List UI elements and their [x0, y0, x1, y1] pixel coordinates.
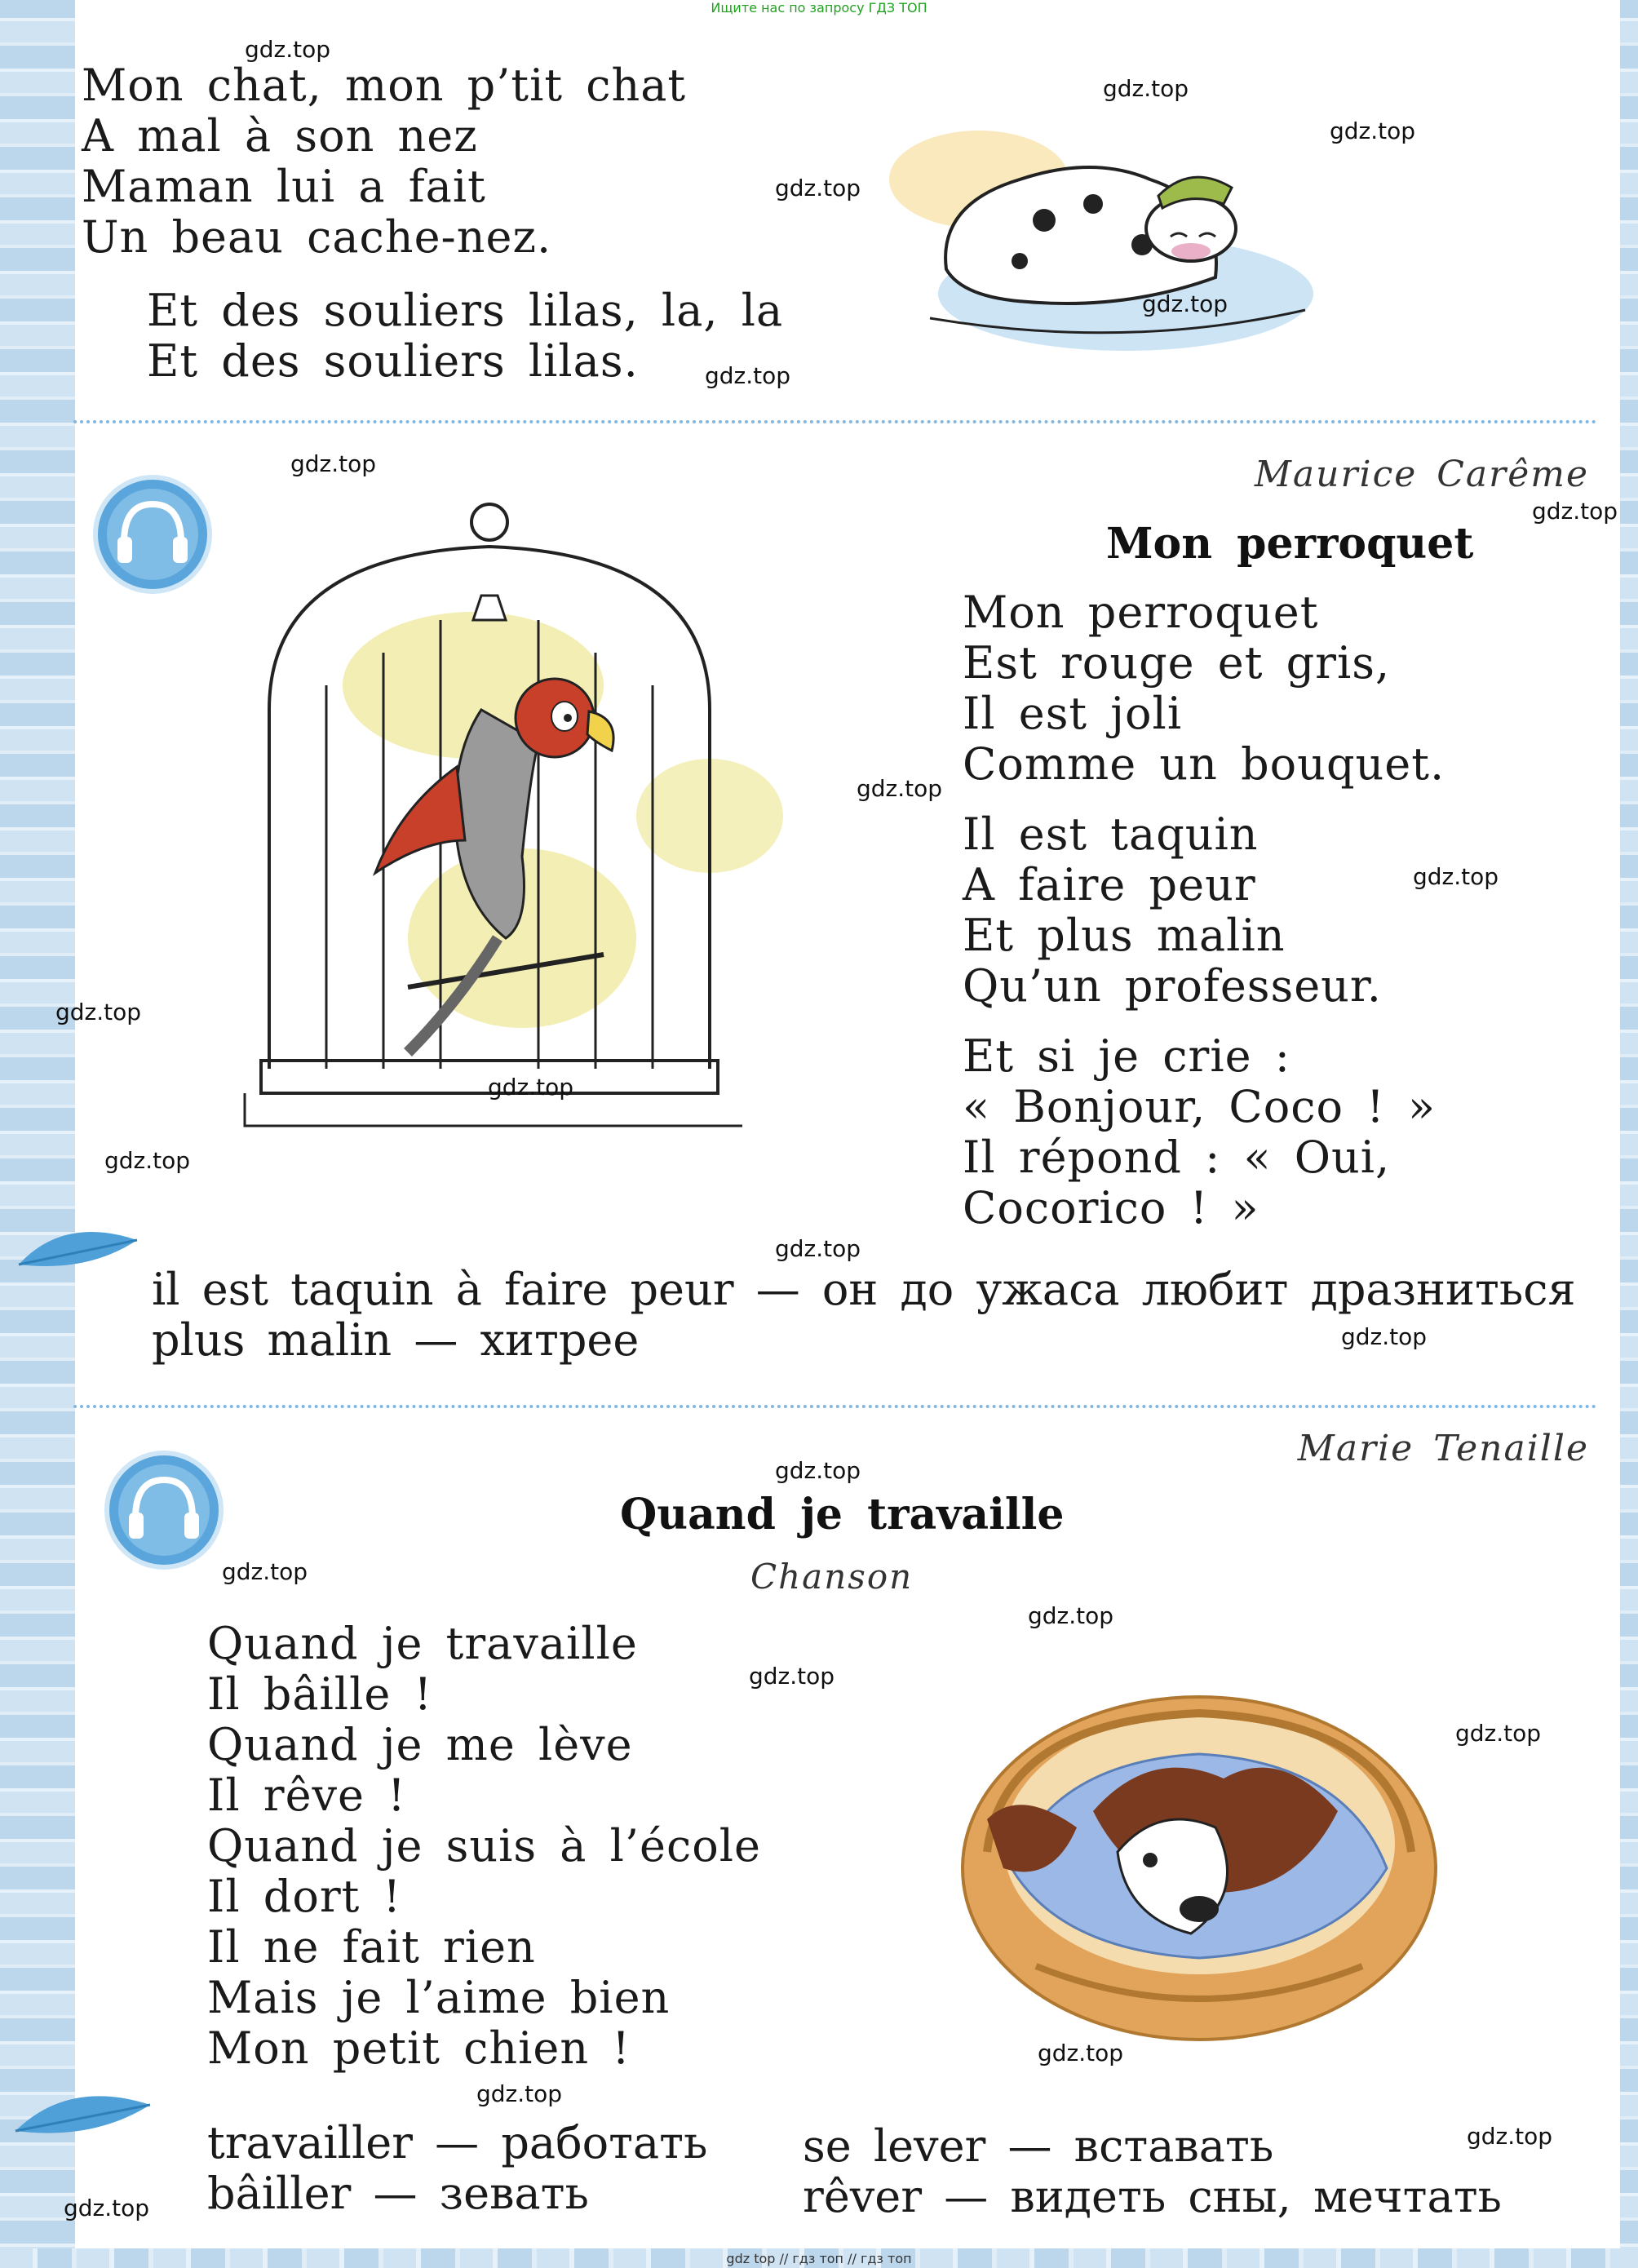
poem-line: Mais je l’aime bien: [207, 1972, 671, 2023]
poem-line: Est rouge et gris,: [963, 637, 1391, 689]
poem-line: « Bonjour, Coco ! »: [963, 1081, 1437, 1132]
watermark: gdz.top: [104, 1147, 191, 1174]
poem-line: Maman lui a fait: [82, 161, 486, 212]
poem-line: Il dort !: [207, 1871, 402, 1922]
poem-line: Il répond : « Oui,: [963, 1132, 1391, 1183]
poem-line: Il est taquin: [963, 808, 1259, 860]
poem-line: Quand je travaille: [207, 1618, 638, 1669]
watermark: gdz.top: [1142, 290, 1228, 317]
poem-line: Il bâille !: [207, 1668, 433, 1720]
vocab-line: bâiller — зевать: [207, 2168, 589, 2219]
watermark: gdz.top: [1028, 1602, 1114, 1629]
watermark: gdz.top: [64, 2195, 150, 2221]
watermark: gdz.top: [55, 999, 142, 1025]
watermark: gdz.top: [705, 362, 791, 389]
watermark: gdz.top: [245, 36, 331, 63]
poem-line: Et si je crie :: [963, 1030, 1290, 1082]
poem-line: Il est joli: [963, 688, 1183, 739]
poem-line: Il ne fait rien: [207, 1921, 536, 1973]
poem2-text: [963, 587, 1445, 1234]
headphones-icon: [91, 473, 214, 596]
poem3-text: [207, 1619, 761, 2074]
headphones-icon: [103, 1449, 225, 1571]
poem-line: Quand je suis à l’école: [207, 1820, 761, 1872]
dog-basket-illustration: [954, 1623, 1444, 2048]
watermark: gdz.top: [1038, 2040, 1124, 2066]
poem3-author: Marie Tenaille: [1297, 1428, 1589, 1469]
watermark: gdz.top: [476, 2080, 563, 2107]
vocab-line: plus malin — хитрее: [152, 1314, 640, 1366]
watermark: gdz.top: [1532, 498, 1618, 525]
poem-line: Comme un bouquet.: [963, 738, 1445, 790]
poem2-author: Maurice Carême: [1254, 454, 1589, 495]
poem-line: A faire peur: [963, 859, 1256, 910]
header-note: Ищите нас по запросу ГДЗ ТОП: [711, 0, 927, 16]
watermark: gdz.top: [1467, 2123, 1553, 2150]
sleeping-cat-illustration: [881, 106, 1338, 367]
watermark: gdz.top: [1413, 863, 1499, 890]
watermark: gdz.top: [749, 1663, 835, 1690]
poem-line: Qu’un professeur.: [963, 960, 1382, 1012]
watermark: gdz.top: [775, 1235, 861, 1262]
watermark: gdz.top: [290, 450, 377, 477]
poem-line: Et des souliers lilas, la, la: [147, 285, 784, 336]
section-divider: [73, 420, 1597, 423]
watermark: gdz.top: [1330, 117, 1416, 144]
watermark: gdz.top: [488, 1074, 574, 1101]
feather-icon: [11, 2079, 158, 2149]
poem-line: Mon petit chien !: [207, 2022, 631, 2074]
page-border-left: [0, 0, 75, 2268]
poem-line: Il rêve !: [207, 1770, 406, 1821]
poem-line: Un beau cache-nez.: [82, 211, 552, 263]
poem3-title: Quand je travaille: [620, 1490, 1065, 1539]
poem-line: Et plus malin: [963, 910, 1286, 961]
poem-line: Quand je me lève: [207, 1719, 633, 1770]
poem-line: Cocorico ! »: [963, 1182, 1259, 1234]
page-border-right: [1620, 0, 1638, 2268]
poem1-refrain: [147, 286, 783, 387]
watermark: gdz.top: [775, 1457, 861, 1484]
poem2-title: Mon perroquet: [1106, 519, 1474, 569]
poem-line: Et des souliers lilas.: [147, 335, 639, 387]
poem1-stanza: [82, 60, 686, 263]
vocab-line: rêver — видеть сны, мечтать: [803, 2171, 1502, 2222]
watermark: gdz.top: [775, 175, 861, 202]
vocab-line: il est taquin à faire peur — он до ужаса любит дразниться: [152, 1264, 1576, 1315]
section-divider: [73, 1405, 1597, 1408]
watermark: gdz.top: [1103, 75, 1189, 102]
vocab-line: se lever — вставать: [803, 2120, 1274, 2172]
parrot-cage-illustration: [212, 498, 799, 1134]
poem3-subtitle: Chanson: [750, 1557, 914, 1597]
watermark: gdz.top: [857, 775, 943, 802]
poem-line: A mal à son nez: [82, 110, 478, 162]
feather-icon: [15, 1216, 145, 1281]
watermark: gdz.top: [1455, 1720, 1542, 1747]
watermark: gdz.top: [222, 1558, 308, 1585]
vocab-line: travailler — работать: [207, 2117, 708, 2168]
poem-line: Mon chat, mon p’tit chat: [82, 60, 687, 111]
watermark: gdz.top: [1341, 1323, 1428, 1350]
footer-note: gdz top // гдз топ // гдз топ: [726, 2251, 912, 2266]
poem-line: Mon perroquet: [963, 587, 1319, 638]
